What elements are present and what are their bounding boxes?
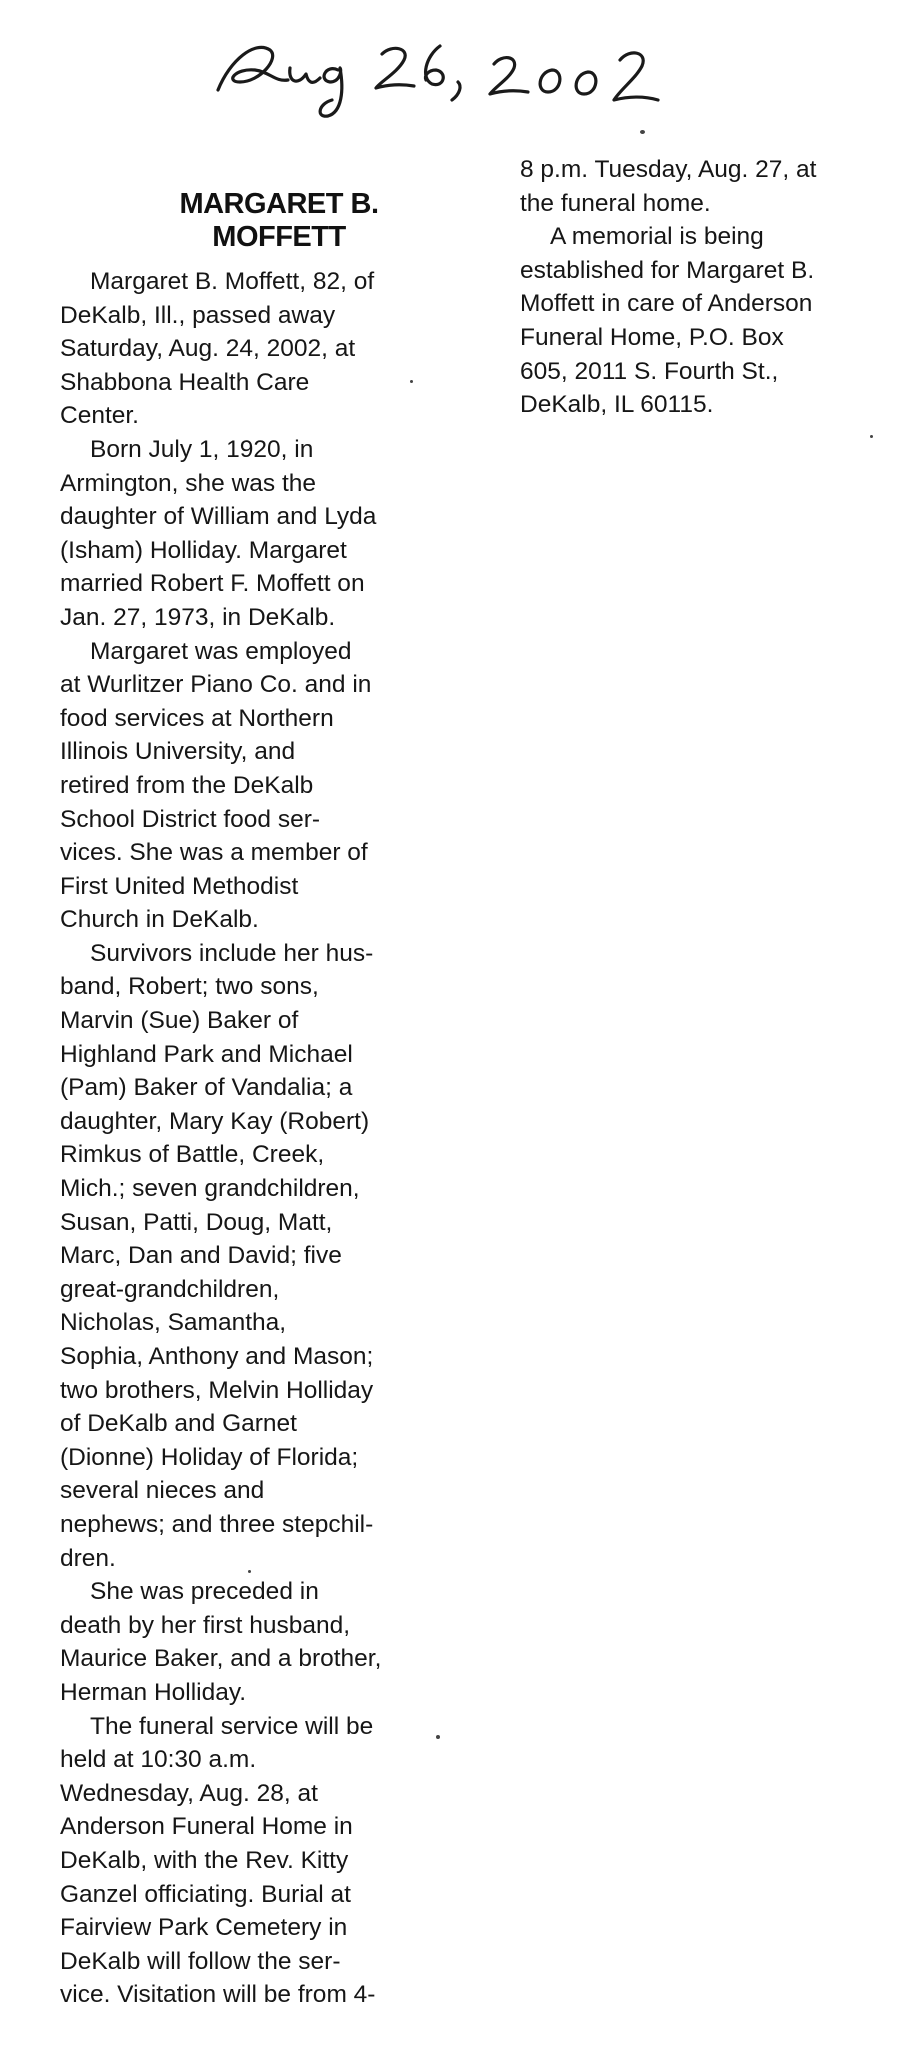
text-line: Marvin (Sue) Baker of [60, 1007, 299, 1035]
text-line: A memorial is being [550, 223, 764, 251]
text-line: DeKalb, IL 60115. [520, 391, 714, 419]
text-line: Ganzel officiating. Burial at [60, 1880, 351, 1908]
headline-line-1: MARGARET B. [179, 188, 379, 220]
text-line: Moffett in care of Anderson [520, 290, 813, 318]
text-line: Funeral Home, P.O. Box [520, 323, 784, 351]
text-line: Marc, Dan and David; five [60, 1242, 342, 1270]
text-line: held at 10:30 a.m. [60, 1746, 257, 1774]
text-line: DeKalb will follow the ser- [60, 1947, 341, 1975]
text-line: Highland Park and Michael [60, 1040, 353, 1068]
text-line: the funeral home. [520, 189, 711, 217]
left-column [60, 188, 460, 2012]
text-line: dren. [60, 1544, 116, 1572]
obituary-headline [60, 188, 460, 254]
text-line: of DeKalb and Garnet [60, 1410, 297, 1438]
text-line: First United Methodist [60, 872, 299, 900]
text-line: Saturday, Aug. 24, 2002, at [60, 335, 356, 363]
right-column [520, 153, 900, 422]
text-line: She was preceded in [90, 1578, 319, 1606]
paragraph-birth [60, 433, 460, 635]
text-line: at Wurlitzer Piano Co. and in [60, 671, 372, 699]
text-line: Mich.; seven grandchildren, [60, 1175, 360, 1203]
text-line: death by her first husband, [60, 1611, 351, 1639]
text-line: Susan, Patti, Doug, Matt, [60, 1208, 333, 1236]
scan-speck [410, 380, 413, 383]
text-line: (Pam) Baker of Vandalia; a [60, 1074, 353, 1102]
text-line: Herman Holliday. [60, 1678, 247, 1706]
text-line: band, Robert; two sons, [60, 973, 319, 1001]
scan-speck [870, 435, 873, 438]
scan-speck [640, 130, 645, 134]
headline-line-2: MOFFETT [212, 221, 346, 253]
text-line: established for Margaret B. [520, 256, 815, 284]
text-line: 8 p.m. Tuesday, Aug. 27, at [520, 156, 817, 183]
text-line: nephews; and three stepchil- [60, 1510, 374, 1538]
text-line: vice. Visitation will be from 4- [60, 1981, 376, 2009]
text-line: Illinois University, and [60, 738, 296, 766]
text-line: married Robert F. Moffett on [60, 570, 365, 598]
text-line: School District food ser- [60, 805, 321, 833]
text-line: Nicholas, Samantha, [60, 1309, 287, 1337]
text-line: Jan. 27, 1973, in DeKalb. [60, 603, 336, 631]
handwritten-date-ink [200, 20, 720, 120]
text-line: daughter, Mary Kay (Robert) [60, 1107, 370, 1135]
text-line: Center. [60, 402, 139, 430]
text-line: Maurice Baker, and a brother, [60, 1645, 382, 1673]
text-line: food services at Northern [60, 704, 334, 732]
text-line: 605, 2011 S. Fourth St., [520, 357, 779, 385]
paragraph-preceded-in-death [60, 1575, 460, 1709]
paragraph-employment [60, 635, 460, 937]
text-line: Survivors include her hus- [90, 939, 374, 967]
scan-speck [248, 1570, 251, 1573]
text-line: The funeral service will be [90, 1712, 374, 1740]
text-line: vices. She was a member of [60, 839, 368, 867]
text-line: Church in DeKalb. [60, 906, 259, 934]
text-line: Wednesday, Aug. 28, at [60, 1779, 318, 1807]
text-line: Anderson Funeral Home in [60, 1813, 353, 1841]
text-line: several nieces and [60, 1477, 265, 1505]
text-line: Born July 1, 1920, in [90, 435, 314, 463]
paragraph-death-notice [60, 265, 460, 433]
text-line: Margaret was employed [90, 637, 352, 665]
text-line: daughter of William and Lyda [60, 503, 377, 531]
paragraph-memorial [520, 220, 900, 422]
paragraph-survivors [60, 937, 460, 1575]
text-line: Margaret B. Moffett, 82, of [90, 268, 375, 295]
paragraph-funeral-service [60, 1710, 460, 2012]
text-line: (Dionne) Holiday of Florida; [60, 1443, 359, 1471]
scan-speck [436, 1735, 440, 1739]
text-line: Fairview Park Cemetery in [60, 1914, 348, 1942]
text-line: Sophia, Anthony and Mason; [60, 1343, 374, 1370]
text-line: Armington, she was the [60, 469, 317, 497]
text-line: great-grandchildren, [60, 1275, 280, 1303]
handwritten-date [200, 20, 720, 120]
text-line: DeKalb, with the Rev. Kitty [60, 1846, 349, 1874]
text-line: DeKalb, Ill., passed away [60, 301, 336, 329]
paragraph-visitation-continued [520, 153, 900, 220]
text-line: Shabbona Health Care [60, 368, 310, 396]
text-line: two brothers, Melvin Holliday [60, 1376, 374, 1404]
text-line: Rimkus of Battle, Creek, [60, 1141, 325, 1169]
text-line: (Isham) Holliday. Margaret [60, 536, 347, 564]
text-line: retired from the DeKalb [60, 771, 314, 799]
